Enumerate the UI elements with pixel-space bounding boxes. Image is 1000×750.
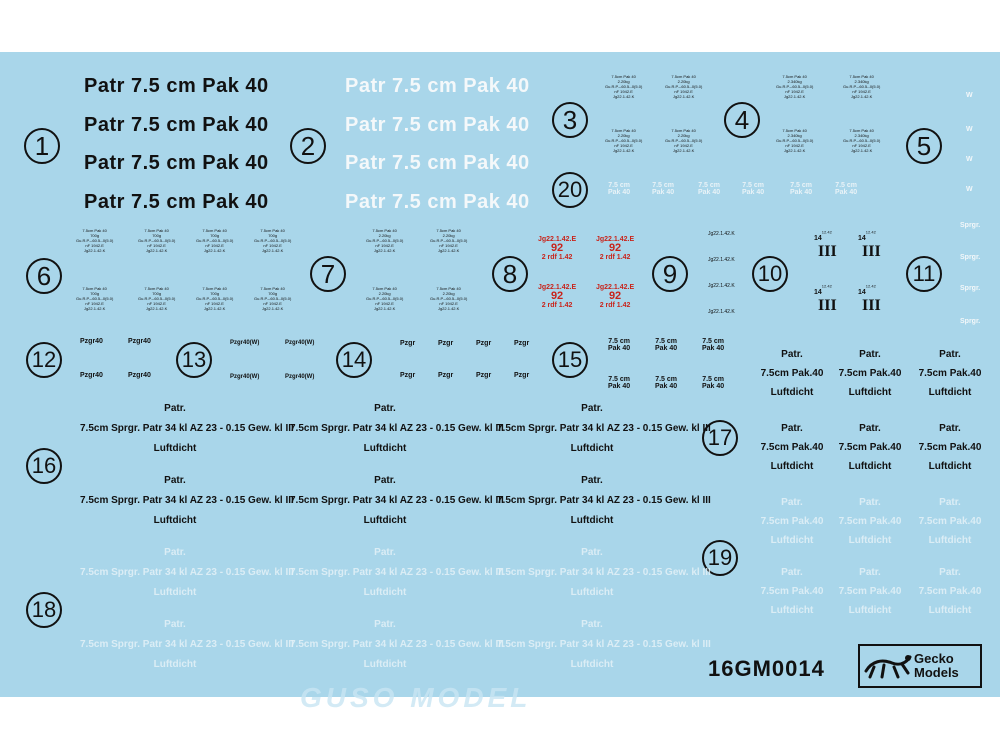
number-badge-20: 20 — [552, 172, 588, 208]
decal-3-stencil: 7.5cm Pak 40 2.20kg Gu.R.P.--60.5--0(5.0) nF 1942.E Jg22.1.42.K — [665, 128, 703, 153]
decal-1-line: Patr 7.5 cm Pak 40 — [84, 114, 269, 136]
decal-19-label: Patr. 7.5cm Pak.40 Luftdicht — [760, 567, 824, 616]
number-badge-15: 15 — [552, 342, 588, 378]
number-badge-14: 14 — [336, 342, 372, 378]
decal-7-stencil: 7.5cm Pak 40 2.20kg Gu.R.P.--60.5--0(5.0) nF 1942.E Jg22.1.42.K — [430, 228, 468, 253]
decal-14-label: Pzgr — [514, 340, 530, 347]
decal-8-red-stencil: Jg22.1.42.E 92 2 rdf 1.42 — [596, 284, 635, 309]
brand-line-1: Gecko — [914, 651, 954, 666]
decal-3-stencil: 7.5cm Pak 40 2.20kg Gu.R.P.--60.5--0(5.0) nF 1942.E Jg22.1.42.K — [605, 74, 643, 99]
decal-3-stencil: 7.5cm Pak 40 2.20kg Gu.R.P.--60.5--0(5.0) nF 1942.E Jg22.1.42.K — [605, 128, 643, 153]
decal-4-stencil: 7.5cm Pak 40 2.340kg Gu.R.P.--60.5--0(5.0) nF 1942.E Jg22.1.42.K — [776, 128, 814, 153]
number-badge-17: 17 — [702, 420, 738, 456]
decal-7-stencil: 7.5cm Pak 40 2.20kg Gu.R.P.--60.5--0(5.0) nF 1942.E Jg22.1.42.K — [366, 286, 404, 311]
decal-9-line: Jg22.1.42.K — [708, 309, 735, 315]
decal-2-line: Patr 7.5 cm Pak 40 — [345, 114, 530, 136]
number-badge-18: 18 — [26, 592, 62, 628]
decal-4-stencil: 7.5cm Pak 40 2.340kg Gu.R.P.--60.5--0(5.0) nF 1942.E Jg22.1.42.K — [843, 74, 881, 99]
decal-2-line: Patr 7.5 cm Pak 40 — [345, 75, 530, 97]
decal-11-label: Sprgr. — [960, 285, 981, 292]
decal-10-mark: $14^{12.42}$ III — [858, 283, 881, 314]
decal-20-label: 7.5 cm Pak 40 — [698, 182, 721, 196]
decal-17-label: Patr. 7.5cm Pak.40 Luftdicht — [760, 423, 824, 472]
decal-12-label: Pzgr40 — [80, 372, 103, 379]
decal-14-label: Pzgr — [514, 372, 530, 379]
decal-4-stencil: 7.5cm Pak 40 2.340kg Gu.R.P.--60.5--0(5.0) nF 1942.E Jg22.1.42.K — [843, 128, 881, 153]
decal-16-label: Patr. 7.5cm Sprgr. Patr 34 kl AZ 23 - 0.15 Gew. kl III Luftdicht — [497, 403, 711, 454]
decal-5-mark: W — [966, 126, 973, 133]
decal-16-label: Patr. 7.5cm Sprgr. Patr 34 kl AZ 23 - 0.15 Gew. kl III Luftdicht — [80, 475, 294, 526]
decal-2-line: Patr 7.5 cm Pak 40 — [345, 152, 530, 174]
decal-13-label: Pzgr40(W) — [230, 374, 260, 380]
number-badge-4: 4 — [724, 102, 760, 138]
gecko-icon — [862, 649, 914, 683]
decal-8-red-stencil: Jg22.1.42.E 92 2 rdf 1.42 — [596, 236, 635, 261]
decal-14-label: Pzgr — [476, 372, 492, 379]
number-badge-10: 10 — [752, 256, 788, 292]
decal-18-label: Patr. 7.5cm Sprgr. Patr 34 kl AZ 23 - 0.15 Gew. kl III Luftdicht — [290, 547, 504, 598]
decal-14-label: Pzgr — [438, 340, 454, 347]
decal-10-mark: $14^{12.42}$ III — [858, 229, 881, 260]
number-badge-16: 16 — [26, 448, 62, 484]
decal-7-stencil: 7.5cm Pak 40 2.20kg Gu.R.P.--60.5--0(5.0) nF 1942.E Jg22.1.42.K — [366, 228, 404, 253]
product-code: 16GM0014 — [708, 656, 825, 681]
decal-18-label: Patr. 7.5cm Sprgr. Patr 34 kl AZ 23 - 0.15 Gew. kl III Luftdicht — [80, 619, 294, 670]
decal-20-label: 7.5 cm Pak 40 — [835, 182, 858, 196]
brand-line-2: Models — [914, 665, 959, 680]
number-badge-12: 12 — [26, 342, 62, 378]
decal-12-label: Pzgr40 — [128, 372, 151, 379]
decal-1-line: Patr 7.5 cm Pak 40 — [84, 75, 269, 97]
decal-5-mark: W — [966, 92, 973, 99]
number-badge-19: 19 — [702, 540, 738, 576]
decal-13-label: Pzgr40(W) — [285, 340, 315, 346]
brand-logo — [858, 644, 982, 688]
decal-14-label: Pzgr — [438, 372, 454, 379]
decal-16-label: Patr. 7.5cm Sprgr. Patr 34 kl AZ 23 - 0.15 Gew. kl III Luftdicht — [80, 403, 294, 454]
number-badge-3: 3 — [552, 102, 588, 138]
decal-6-stencil: 7.5cm Pak 40 700g Gu.R.P.--60.5--0(5.0) nF 1942.E Jg22.1.42.K — [76, 228, 114, 253]
decal-1-line: Patr 7.5 cm Pak 40 — [84, 152, 269, 174]
decal-12-label: Pzgr40 — [80, 338, 103, 345]
decal-14-label: Pzgr — [400, 340, 416, 347]
number-badge-8: 8 — [492, 256, 528, 292]
number-badge-2: 2 — [290, 128, 326, 164]
decal-20-label: 7.5 cm Pak 40 — [790, 182, 813, 196]
decal-6-stencil: 7.5cm Pak 40 700g Gu.R.P.--60.5--0(5.0) nF 1942.E Jg22.1.42.K — [196, 228, 234, 253]
decal-6-stencil: 7.5cm Pak 40 700g Gu.R.P.--60.5--0(5.0) nF 1942.E Jg22.1.42.K — [138, 228, 176, 253]
decal-1-line: Patr 7.5 cm Pak 40 — [84, 191, 269, 213]
decal-15-label: 7.5 cm Pak 40 — [702, 338, 725, 352]
decal-2-line: Patr 7.5 cm Pak 40 — [345, 191, 530, 213]
decal-4-stencil: 7.5cm Pak 40 2.340kg Gu.R.P.--60.5--0(5.0) nF 1942.E Jg22.1.42.K — [776, 74, 814, 99]
decal-12-label: Pzgr40 — [128, 338, 151, 345]
decal-20-label: 7.5 cm Pak 40 — [608, 182, 631, 196]
number-badge-1: 1 — [24, 128, 60, 164]
decal-17-label: Patr. 7.5cm Pak.40 Luftdicht — [918, 423, 982, 472]
decal-19-label: Patr. 7.5cm Pak.40 Luftdicht — [760, 497, 824, 546]
decal-19-label: Patr. 7.5cm Pak.40 Luftdicht — [838, 497, 902, 546]
decal-15-label: 7.5 cm Pak 40 — [608, 376, 631, 390]
decal-14-label: Pzgr — [476, 340, 492, 347]
decal-18-label: Patr. 7.5cm Sprgr. Patr 34 kl AZ 23 - 0.15 Gew. kl III Luftdicht — [497, 619, 711, 670]
decal-15-label: 7.5 cm Pak 40 — [655, 338, 678, 352]
decal-16-label: Patr. 7.5cm Sprgr. Patr 34 kl AZ 23 - 0.15 Gew. kl III Luftdicht — [290, 403, 504, 454]
decal-9-line: Jg22.1.42.K — [708, 231, 735, 237]
decal-17-label: Patr. 7.5cm Pak.40 Luftdicht — [838, 349, 902, 398]
number-badge-6: 6 — [26, 258, 62, 294]
number-badge-13: 13 — [176, 342, 212, 378]
decal-11-label: Sprgr. — [960, 254, 981, 261]
decal-11-label: Sprgr. — [960, 318, 981, 325]
decal-8-red-stencil: Jg22.1.42.E 92 2 rdf 1.42 — [538, 284, 577, 309]
decal-6-stencil: 7.5cm Pak 40 700g Gu.R.P.--60.5--0(5.0) nF 1942.E Jg22.1.42.K — [254, 286, 292, 311]
decal-10-mark: $14^{12.42}$ III — [814, 283, 837, 314]
decal-13-label: Pzgr40(W) — [285, 374, 315, 380]
decal-7-stencil: 7.5cm Pak 40 2.20kg Gu.R.P.--60.5--0(5.0) nF 1942.E Jg22.1.42.K — [430, 286, 468, 311]
decal-18-label: Patr. 7.5cm Sprgr. Patr 34 kl AZ 23 - 0.15 Gew. kl III Luftdicht — [497, 547, 711, 598]
decal-18-label: Patr. 7.5cm Sprgr. Patr 34 kl AZ 23 - 0.15 Gew. kl III Luftdicht — [80, 547, 294, 598]
decal-13-label: Pzgr40(W) — [230, 340, 260, 346]
decal-15-label: 7.5 cm Pak 40 — [655, 376, 678, 390]
watermark-text: GUSO MODEL — [300, 682, 532, 713]
decal-9-line: Jg22.1.42.K — [708, 283, 735, 289]
decal-14-label: Pzgr — [400, 372, 416, 379]
decal-17-label: Patr. 7.5cm Pak.40 Luftdicht — [838, 423, 902, 472]
decal-18-label: Patr. 7.5cm Sprgr. Patr 34 kl AZ 23 - 0.15 Gew. kl III Luftdicht — [290, 619, 504, 670]
number-badge-9: 9 — [652, 256, 688, 292]
decal-17-label: Patr. 7.5cm Pak.40 Luftdicht — [760, 349, 824, 398]
decal-15-label: 7.5 cm Pak 40 — [608, 338, 631, 352]
decal-16-label: Patr. 7.5cm Sprgr. Patr 34 kl AZ 23 - 0.15 Gew. kl III Luftdicht — [497, 475, 711, 526]
decal-10-mark: $14^{12.42}$ III — [814, 229, 837, 260]
decal-6-stencil: 7.5cm Pak 40 700g Gu.R.P.--60.5--0(5.0) nF 1942.E Jg22.1.42.K — [76, 286, 114, 311]
decal-9-line: Jg22.1.42.K — [708, 257, 735, 263]
decal-20-label: 7.5 cm Pak 40 — [652, 182, 675, 196]
decal-20-label: 7.5 cm Pak 40 — [742, 182, 765, 196]
decal-6-stencil: 7.5cm Pak 40 700g Gu.R.P.--60.5--0(5.0) nF 1942.E Jg22.1.42.K — [138, 286, 176, 311]
decal-19-label: Patr. 7.5cm Pak.40 Luftdicht — [918, 497, 982, 546]
number-badge-5: 5 — [906, 128, 942, 164]
decal-6-stencil: 7.5cm Pak 40 700g Gu.R.P.--60.5--0(5.0) nF 1942.E Jg22.1.42.K — [196, 286, 234, 311]
decal-16-label: Patr. 7.5cm Sprgr. Patr 34 kl AZ 23 - 0.15 Gew. kl III Luftdicht — [290, 475, 504, 526]
decal-8-red-stencil: Jg22.1.42.E 92 2 rdf 1.42 — [538, 236, 577, 261]
decal-sheet — [0, 52, 1000, 713]
decal-6-stencil: 7.5cm Pak 40 700g Gu.R.P.--60.5--0(5.0) nF 1942.E Jg22.1.42.K — [254, 228, 292, 253]
decal-11-label: Sprgr. — [960, 222, 981, 229]
number-badge-7: 7 — [310, 256, 346, 292]
decal-19-label: Patr. 7.5cm Pak.40 Luftdicht — [918, 567, 982, 616]
decal-3-stencil: 7.5cm Pak 40 2.20kg Gu.R.P.--60.5--0(5.0) nF 1942.E Jg22.1.42.K — [665, 74, 703, 99]
number-badge-11: 11 — [906, 256, 942, 292]
decal-19-label: Patr. 7.5cm Pak.40 Luftdicht — [838, 567, 902, 616]
decal-5-mark: W — [966, 186, 973, 193]
decal-15-label: 7.5 cm Pak 40 — [702, 376, 725, 390]
decal-5-mark: W — [966, 156, 973, 163]
decal-17-label: Patr. 7.5cm Pak.40 Luftdicht — [918, 349, 982, 398]
